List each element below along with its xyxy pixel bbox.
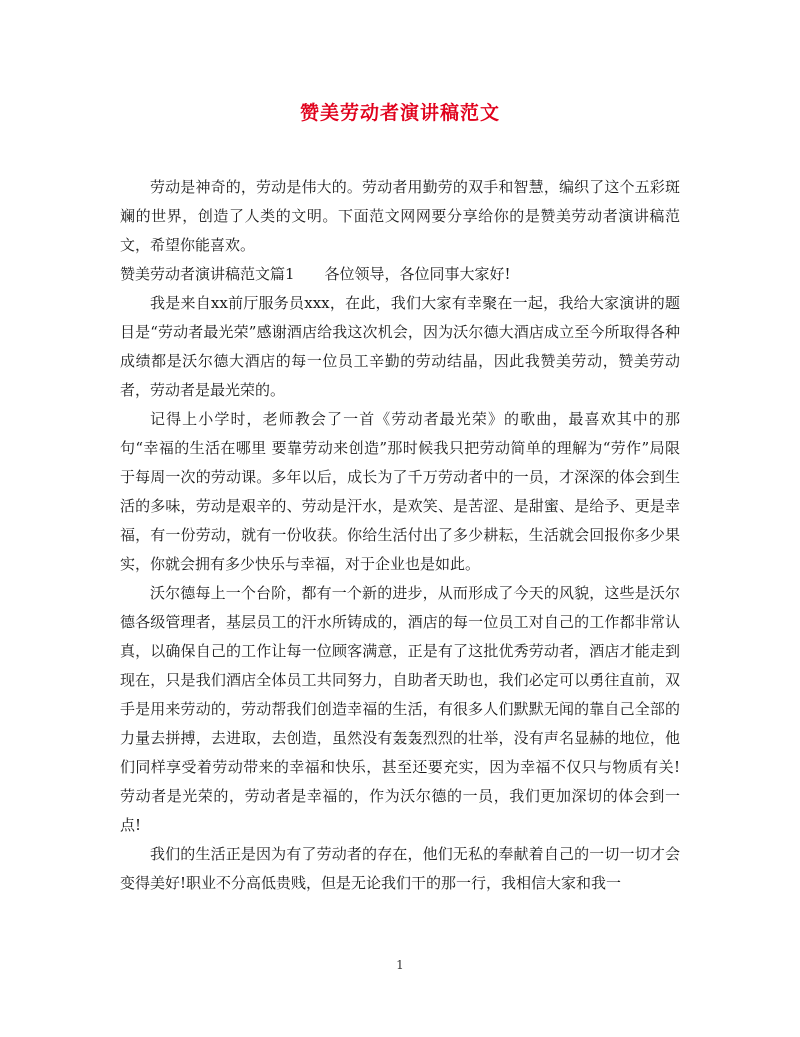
paragraph-memory: 记得上小学时，老师教会了一首《劳动者最光荣》的歌曲，最喜欢其中的那句“幸福的生活在哪里 要靠劳动来创造”那时候我只把劳动简单的理解为“劳作”局限于每周一次的劳动课。多年以后，成长为了千万劳动者中的一员，才深深的体会到生活的多味，劳动是艰辛的、劳动是汗水，是欢笑、是苦涩、是甜蜜、是给予、更是幸福，有一份劳动，就有一份收获。你给生活付出了多少耕耘，生活就会回报你多少果实，你就会拥有多少快乐与幸福，对于企业也是如此。	[120, 410, 680, 573]
paragraph-life: 我们的生活正是因为有了劳动者的存在，他们无私的奉献着自己的一切一切才会变得美好!职业不分高低贵贱，但是无论我们干的那一行，我相信大家和我一	[120, 845, 680, 892]
section-title: 赞美劳动者演讲稿范文篇1	[120, 265, 295, 283]
paragraph-hotel: 沃尔德每上一个台阶，都有一个新的进步，从而形成了今天的风貌，这些是沃尔德各级管理者，基层员工的汗水所铸成的，酒店的每一位员工对自己的工作都非常认真，以确保自己的工作让每一位顾客满意，正是有了这批优秀劳动者，酒店才能走到现在，只是我们酒店全体员工共同努力，自助者天助也，我们必定可以勇往直前，双手是用来劳动的，劳动帮我们创造幸福的生活，有很多人们默默无闻的靠自己全部的力量去拼搏，去进取，去创造，虽然没有轰轰烈烈的壮举，没有声名显赫的地位，他们同样享受着劳动带来的幸福和快乐，甚至还要充实，因为幸福不仅只与物质有关!劳动者是光荣的，劳动者是幸福的，作为沃尔德的一员，我们更加深切的体会到一点!	[120, 584, 680, 834]
greeting-text: 各位领导，各位同事大家好!	[324, 265, 511, 283]
paragraph-intro: 劳动是神奇的，劳动是伟大的。劳动者用勤劳的双手和智慧，编织了这个五彩斑斓的世界，创造了人类的文明。下面范文网网要分享给你的是赞美劳动者演讲稿范文，希望你能喜欢。	[120, 178, 680, 254]
document-body	[120, 173, 680, 898]
section-heading-line	[120, 260, 680, 289]
document-title: 赞美劳动者演讲稿范文	[299, 102, 500, 124]
page-number: 1	[396, 958, 404, 972]
paragraph-speaker: 我是来自xx前厅服务员xxx，在此，我们大家有幸聚在一起，我给大家演讲的题目是“劳动者最光荣”感谢酒店给我这次机会，因为沃尔德大酒店成立至今所取得各种成绩都是沃尔德大酒店的每一位员工辛勤的劳动结晶，因此我赞美劳动，赞美劳动者，劳动者是最光荣的。	[120, 294, 680, 399]
